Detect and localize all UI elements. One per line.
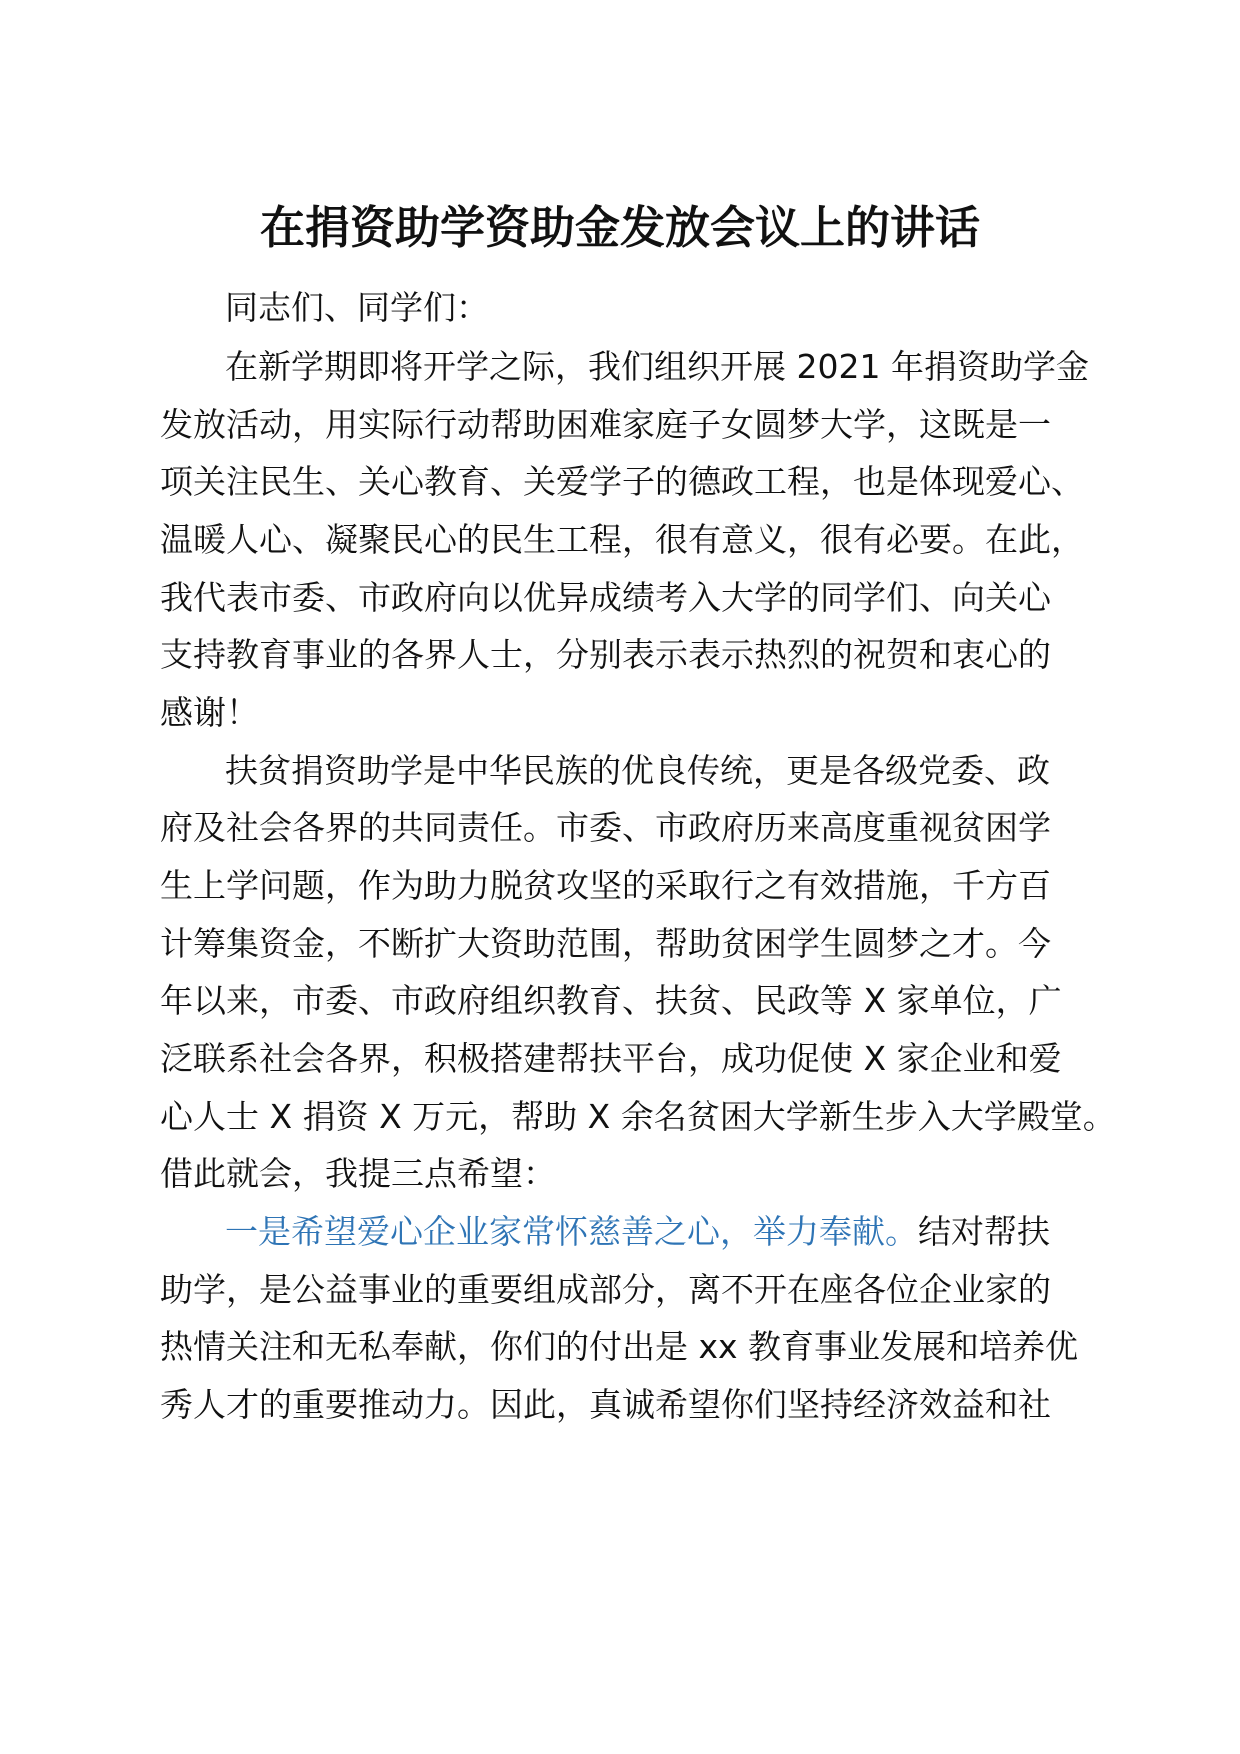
paragraph-2-line-7: 心人士 X 捐资 X 万元，帮助 X 余名贫困大学新生步入大学殿堂。	[160, 1097, 1116, 1136]
paragraph-3-line-4: 秀人才的重要推动力。因此，真诚希望你们坚持经济效益和社	[160, 1385, 1051, 1424]
paragraph-1-line-7: 感谢！	[160, 693, 259, 732]
paragraph-1-line-6: 支持教育事业的各界人士，分别表示表示热烈的祝贺和衷心的	[160, 635, 1051, 674]
paragraph-2-line-4: 计筹集资金，不断扩大资助范围，帮助贫困学生圆梦之才。今	[160, 924, 1051, 963]
paragraph-3-line-3: 热情关注和无私奉献，你们的付出是 xx 教育事业发展和培养优	[160, 1327, 1079, 1366]
paragraph-1-line-1: 在新学期即将开学之际，我们组织开展 2021 年捐资助学金	[225, 347, 1089, 386]
paragraph-2-line-2: 府及社会各界的共同责任。市委、市政府历来高度重视贫困学	[160, 808, 1051, 847]
paragraph-2-line-1: 扶贫捐资助学是中华民族的优良传统，更是各级党委、政	[225, 751, 1050, 790]
paragraph-3-line-1	[225, 1200, 1050, 1264]
paragraph-2-line-8: 借此就会，我提三点希望：	[160, 1154, 556, 1193]
paragraph-1-line-5: 我代表市委、市政府向以优异成绩考入大学的同学们、向关心	[160, 578, 1051, 617]
paragraph-2-line-6: 泛联系社会各界，积极搭建帮扶平台，成功促使 X 家企业和爱	[160, 1039, 1062, 1078]
paragraph-2-line-3: 生上学问题，作为助力脱贫攻坚的采取行之有效措施，千方百	[160, 866, 1051, 905]
paragraph-2-line-5: 年以来，市委、市政府组织教育、扶贫、民政等 X 家单位，广	[160, 981, 1062, 1020]
first-hope-heading: 一是希望爱心企业家常怀慈善之心，举力奉献。	[225, 1212, 918, 1251]
page-title: 在捐资助学资助金发放会议上的讲话	[259, 201, 980, 254]
paragraph-1-line-4: 温暖人心、凝聚民心的民生工程，很有意义，很有必要。在此，	[160, 520, 1084, 559]
paragraph-1-line-2: 发放活动，用实际行动帮助困难家庭子女圆梦大学，这既是一	[160, 405, 1051, 444]
paragraph-1-line-3: 项关注民生、关心教育、关爱学子的德政工程，也是体现爱心、	[160, 462, 1084, 501]
paragraph-3-line-1-rest: 结对帮扶	[918, 1212, 1050, 1251]
salutation: 同志们、同学们：	[225, 288, 489, 327]
paragraph-3-line-2: 助学，是公益事业的重要组成部分，离不开在座各位企业家的	[160, 1270, 1051, 1309]
